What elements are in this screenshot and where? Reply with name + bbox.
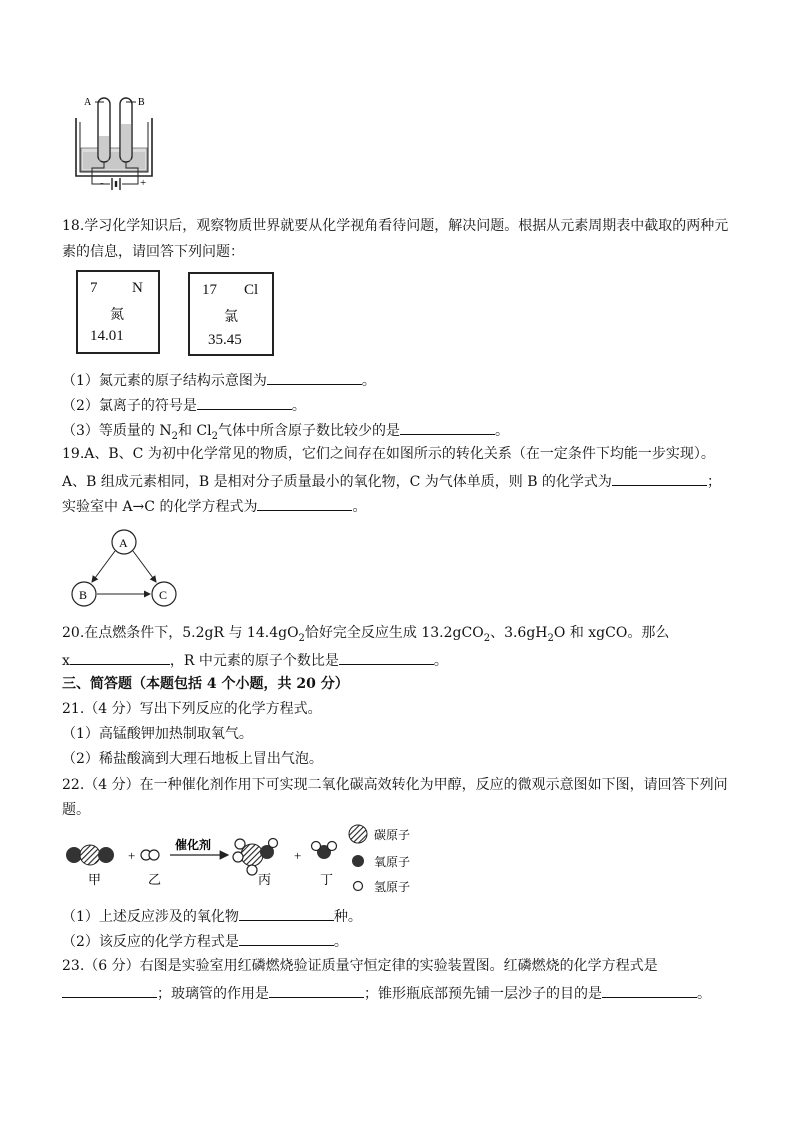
q19-line3: 实验室中 A→C 的化学方程式为 。 [62,496,366,516]
q18-line2: 素的信息，请回答下列问题： [62,244,244,260]
answer-blank[interactable] [267,370,362,385]
element-symbol: N [132,280,143,296]
catalyst-label: 催化剂 [175,838,212,852]
answer-blank[interactable] [239,931,334,946]
q19-line2: A、B 组成元素相同，B 是相对分子质量最小的氧化物，C 为气体单质，则 B 的化学式为 ； [62,471,721,491]
q18-sub1: （1）氮元素的原子结构示意图为 。 [62,370,376,390]
answer-blank[interactable] [70,650,170,665]
q21-sub1: （1）高锰酸钾加热制取氧气。 [62,726,253,742]
label-a: A [84,97,92,108]
legend-oxygen: 氧原子 [374,855,411,869]
q18-line1: 18.学习化学知识后，观察物质世界就要从化学视角看待问题，解决问题。根据从元素周期表中截取的两种元 [62,218,729,234]
answer-blank[interactable] [62,983,157,998]
element-name: 氯 [224,309,238,325]
legend-carbon: 碳原子 [374,828,411,842]
label-jia: 甲 [88,872,102,887]
q22-sub1: （1）上述反应涉及的氧化物 种。 [62,906,362,926]
element-number: 7 [90,280,98,296]
element-name: 氮 [110,307,124,323]
q23-line1: 23.（6 分）右图是实验室用红磷燃烧验证质量守恒定律的实验装置图。红磷燃烧的化学方程式是 [62,958,658,974]
plus-sign: + [128,848,136,863]
element-mass: 35.45 [208,332,242,348]
element-mass: 14.01 [90,328,124,344]
node-a: A [119,536,128,550]
conversion-diagram [64,526,194,612]
label-ding: 丁 [320,872,334,887]
section-title: 三、简答题（本题包括 4 个小题，共 20 分） [62,676,349,692]
answer-blank[interactable] [400,420,495,435]
answer-blank[interactable] [269,983,364,998]
q22-sub2: （2）该反应的化学方程式是 。 [62,931,348,951]
answer-blank[interactable] [602,983,697,998]
negative-sign: - [100,177,104,189]
q23-line2: ；玻璃管的作用是 ；锥形瓶底部预先铺一层沙子的目的是 。 [62,983,711,1003]
q18-sub2: （2）氯离子的符号是 。 [62,395,306,415]
answer-blank[interactable] [339,650,434,665]
q21-line1: 21.（4 分）写出下列反应的化学方程式。 [62,701,322,717]
element-card-chlorine [188,272,274,356]
electrolysis-apparatus-figure [68,88,168,194]
q19-line1: 19.A、B、C 为初中化学常见的物质，它们之间存在如图所示的转化关系（在一定条件下均能一步实现）。 [62,446,715,462]
answer-blank[interactable] [612,471,707,486]
positive-sign: + [140,177,147,189]
q21-sub2: （2）稀盐酸滴到大理石地板上冒出气泡。 [62,751,323,767]
q20-line2: x ，R 中元素的原子个数比是 。 [62,650,448,670]
reaction-micro-diagram [62,822,432,898]
answer-blank[interactable] [239,906,334,921]
label-bing: 丙 [258,872,272,887]
label-b: B [138,97,145,108]
q22-line2: 题。 [62,802,90,818]
q22-line1: 22.（4 分）在一种催化剂作用下可实现二氧化碳高效转化为甲醇，反应的微观示意图如下图，请回答下列问 [62,777,728,793]
answer-blank[interactable] [197,395,292,410]
legend-hydrogen: 氢原子 [374,880,411,894]
element-card-nitrogen [76,270,160,354]
element-number: 17 [202,282,217,298]
plus-sign: + [294,848,302,863]
q20-line1: 20.在点燃条件下，5.2gR 与 $14.4gO_2$恰好完全反应生成 13.2gCO$_2$、$3.6gH_2O$ 和 xgCO。那么 [62,625,670,644]
label-yi: 乙 [148,872,162,887]
q18-sub3: （3）等质量的 $N_2$和 $Cl_2$气体中所含原子数比较少的是 。 [62,420,509,446]
element-symbol: Cl [244,282,259,298]
node-b: B [79,588,88,602]
answer-blank[interactable] [257,496,352,511]
node-c: C [159,588,168,602]
